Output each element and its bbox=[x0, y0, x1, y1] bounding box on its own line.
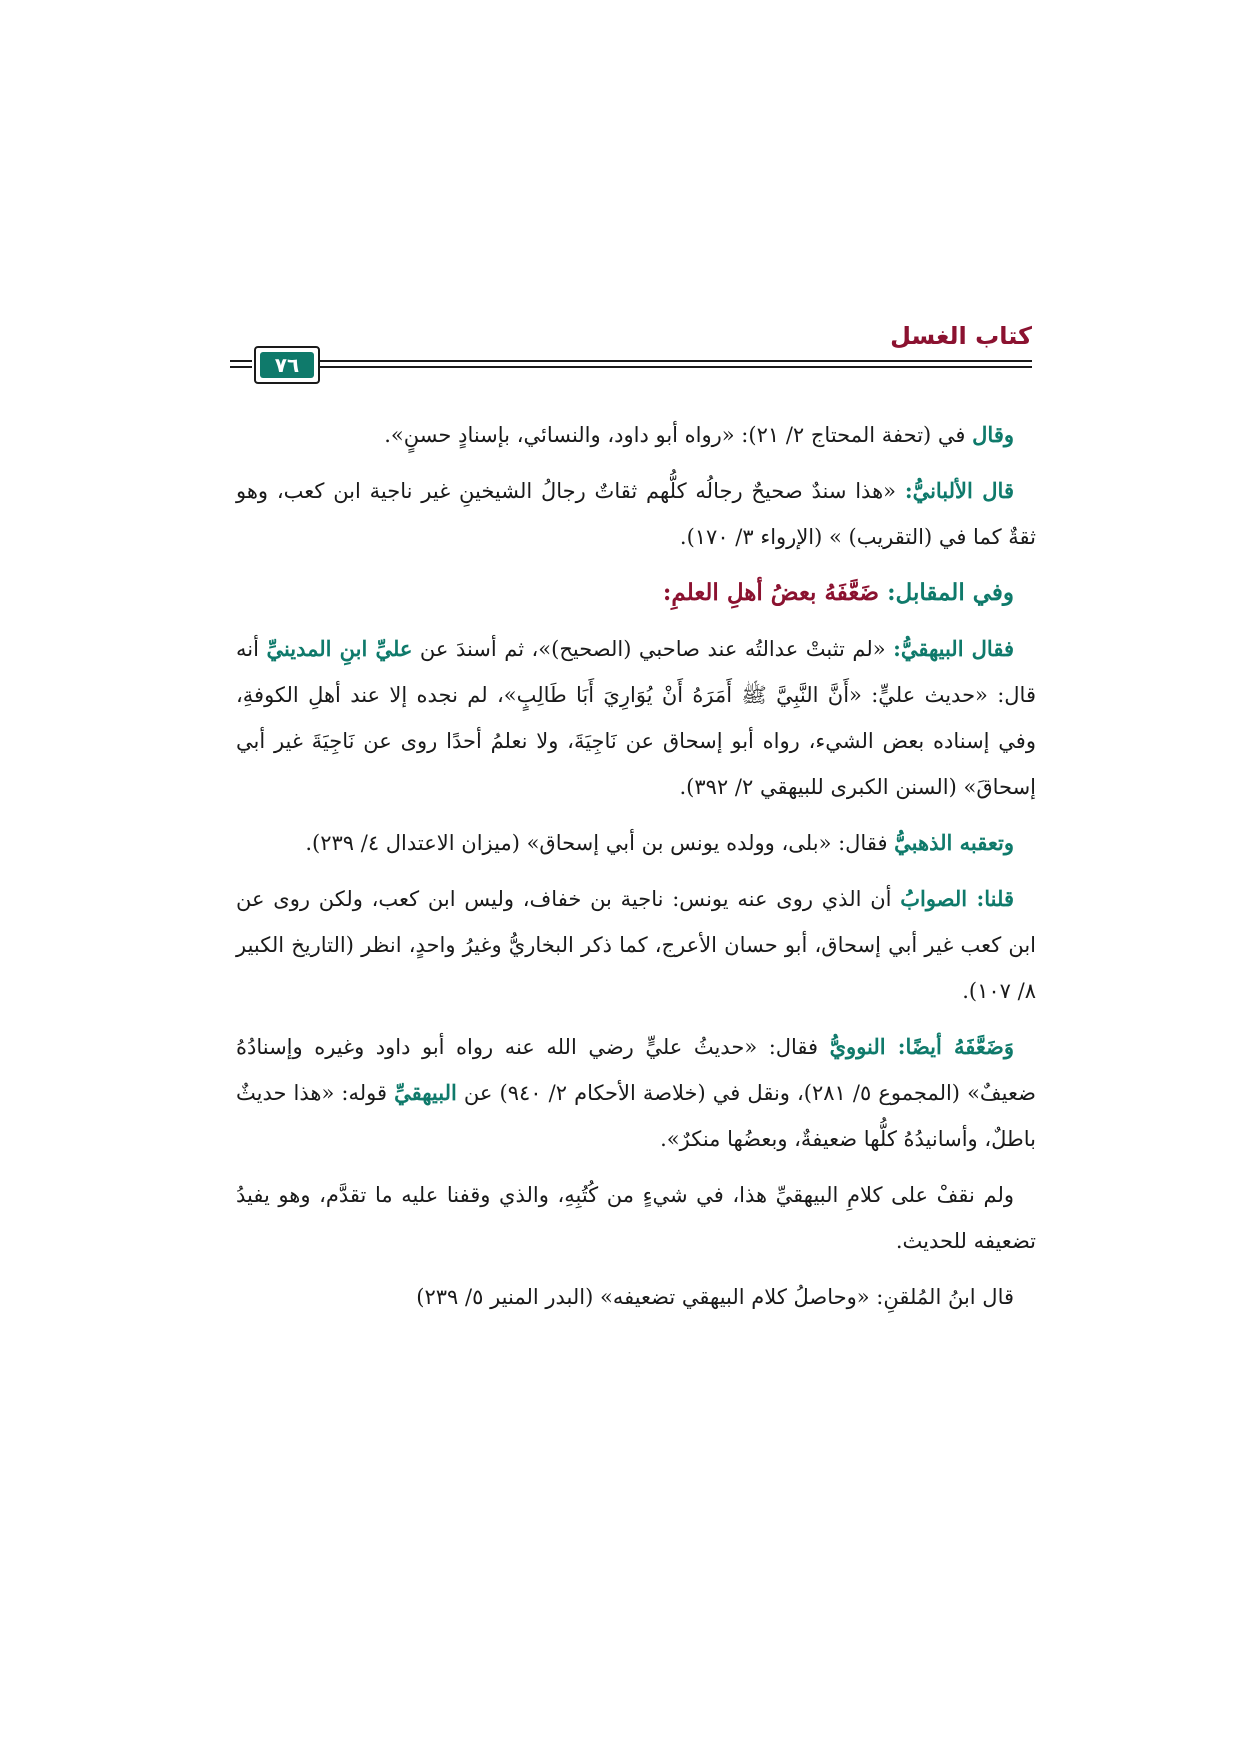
lead-term-2: البيهقيِّ bbox=[394, 1080, 457, 1105]
lead-term: وتعقبه الذهبيُّ bbox=[894, 830, 1014, 855]
page-header bbox=[230, 322, 1032, 392]
paragraph-text-2: أنه قال: «حديث عليٍّ: «أَنَّ النَّبِيَّ ﷺ أَمَرَهُ أَنْ يُوَارِيَ أَبَا طَالِبٍ»، لم نجده إلا عند أهلِ الكوفةِ، وفي إسناده بعض الشيء، رواه أبو إسحاق عن نَاجِيَةَ، ولا نعلمُ أحدًا روى عن نَاجِيَةَ غير أبي إسحاقَ» (السنن الكبرى للبيهقي ٢/ ٣٩٢). bbox=[236, 637, 1036, 799]
section-heading bbox=[236, 570, 1036, 616]
lead-term: وقال bbox=[972, 422, 1014, 447]
paragraph-text: ولم نقفْ على كلامِ البيهقيِّ هذا، في شيءٍ من كُتُبِهِ، والذي وقفنا عليه ما تقدَّم، وهو يفيدُ تضعيفه للحديث. bbox=[236, 1183, 1036, 1253]
paragraph-4 bbox=[236, 820, 1036, 866]
heading-sub: ضَعَّفَهُ بعضُ أهلِ العلمِ: bbox=[662, 579, 888, 606]
paragraph-5 bbox=[236, 876, 1036, 1014]
lead-term-2: عليِّ ابنِ المدينيِّ bbox=[266, 636, 413, 661]
paragraph-text: «هذا سندٌ صحيحٌ رجالُه كلُّهم ثقاتٌ رجالُ الشيخينِ غير ناجية ابن كعب، وهو ثقةٌ كما في (التقريب) » (الإرواء ٣/ ١٧٠). bbox=[236, 479, 1036, 549]
lead-term: قال الألبانيُّ: bbox=[904, 478, 1014, 503]
paragraph-text: في (تحفة المحتاج ٢/ ٢١): «رواه أبو داود، والنسائي، بإسنادٍ حسنٍ». bbox=[384, 423, 973, 447]
paragraph-text: «لم تثبتْ عدالتُه عند صاحبي (الصحيح)»، ثم أسندَ عن bbox=[412, 637, 894, 661]
page-number-badge bbox=[254, 346, 320, 384]
heading-lead: وفي المقابل: bbox=[887, 579, 1014, 606]
paragraph-text: فقال: «حديثُ عليٍّ رضي الله عنه رواه أبو داود وغيره وإسنادُهُ ضعيفٌ» (المجموع ٥/ ٢٨١)، ونقل في (خلاصة الأحكام ٢/ ٩٤٠) عن bbox=[236, 1035, 1036, 1105]
header-rule-left-top bbox=[230, 360, 252, 362]
paragraph-7 bbox=[236, 1172, 1036, 1264]
paragraph-3 bbox=[236, 626, 1036, 810]
page-body bbox=[236, 412, 1036, 1330]
paragraph-1 bbox=[236, 412, 1036, 458]
chapter-title: كتاب الغسل bbox=[890, 322, 1032, 350]
header-rule-top bbox=[320, 360, 1032, 362]
paragraph-text: فقال: «بلى، وولده يونس بن أبي إسحاق» (ميزان الاعتدال ٤/ ٢٣٩). bbox=[305, 831, 895, 855]
paragraph-2 bbox=[236, 468, 1036, 560]
paragraph-text: قال ابنُ المُلقنِ: «وحاصلُ كلام البيهقي تضعيفه» (البدر المنير ٥/ ٢٣٩) bbox=[416, 1285, 1014, 1309]
paragraph-8 bbox=[236, 1274, 1036, 1320]
lead-term: قلنا: الصوابُ bbox=[900, 886, 1014, 911]
header-rule-left-bottom bbox=[230, 366, 252, 368]
page-number: ٧٦ bbox=[260, 352, 314, 378]
header-rule-bottom bbox=[320, 366, 1032, 368]
lead-term: فقال البيهقيُّ: bbox=[893, 636, 1014, 661]
lead-term: وَضَعَّفَهُ أيضًا: النوويُّ bbox=[829, 1034, 1014, 1059]
paragraph-text-2: قوله: «هذا حديثٌ باطلٌ، وأسانيدُهُ كلُّها ضعيفةٌ، وبعضُها منكرٌ». bbox=[236, 1081, 1036, 1151]
paragraph-text: أن الذي روى عنه يونس: ناجية بن خفاف، وليس ابن كعب، ولكن روى عن ابن كعب غير أبي إسحاق، أبو حسان الأعرج، كما ذكر البخاريُّ وغيرُ واحدٍ، انظر (التاريخ الكبير ٨/ ١٠٧). bbox=[236, 887, 1036, 1003]
paragraph-6 bbox=[236, 1024, 1036, 1162]
